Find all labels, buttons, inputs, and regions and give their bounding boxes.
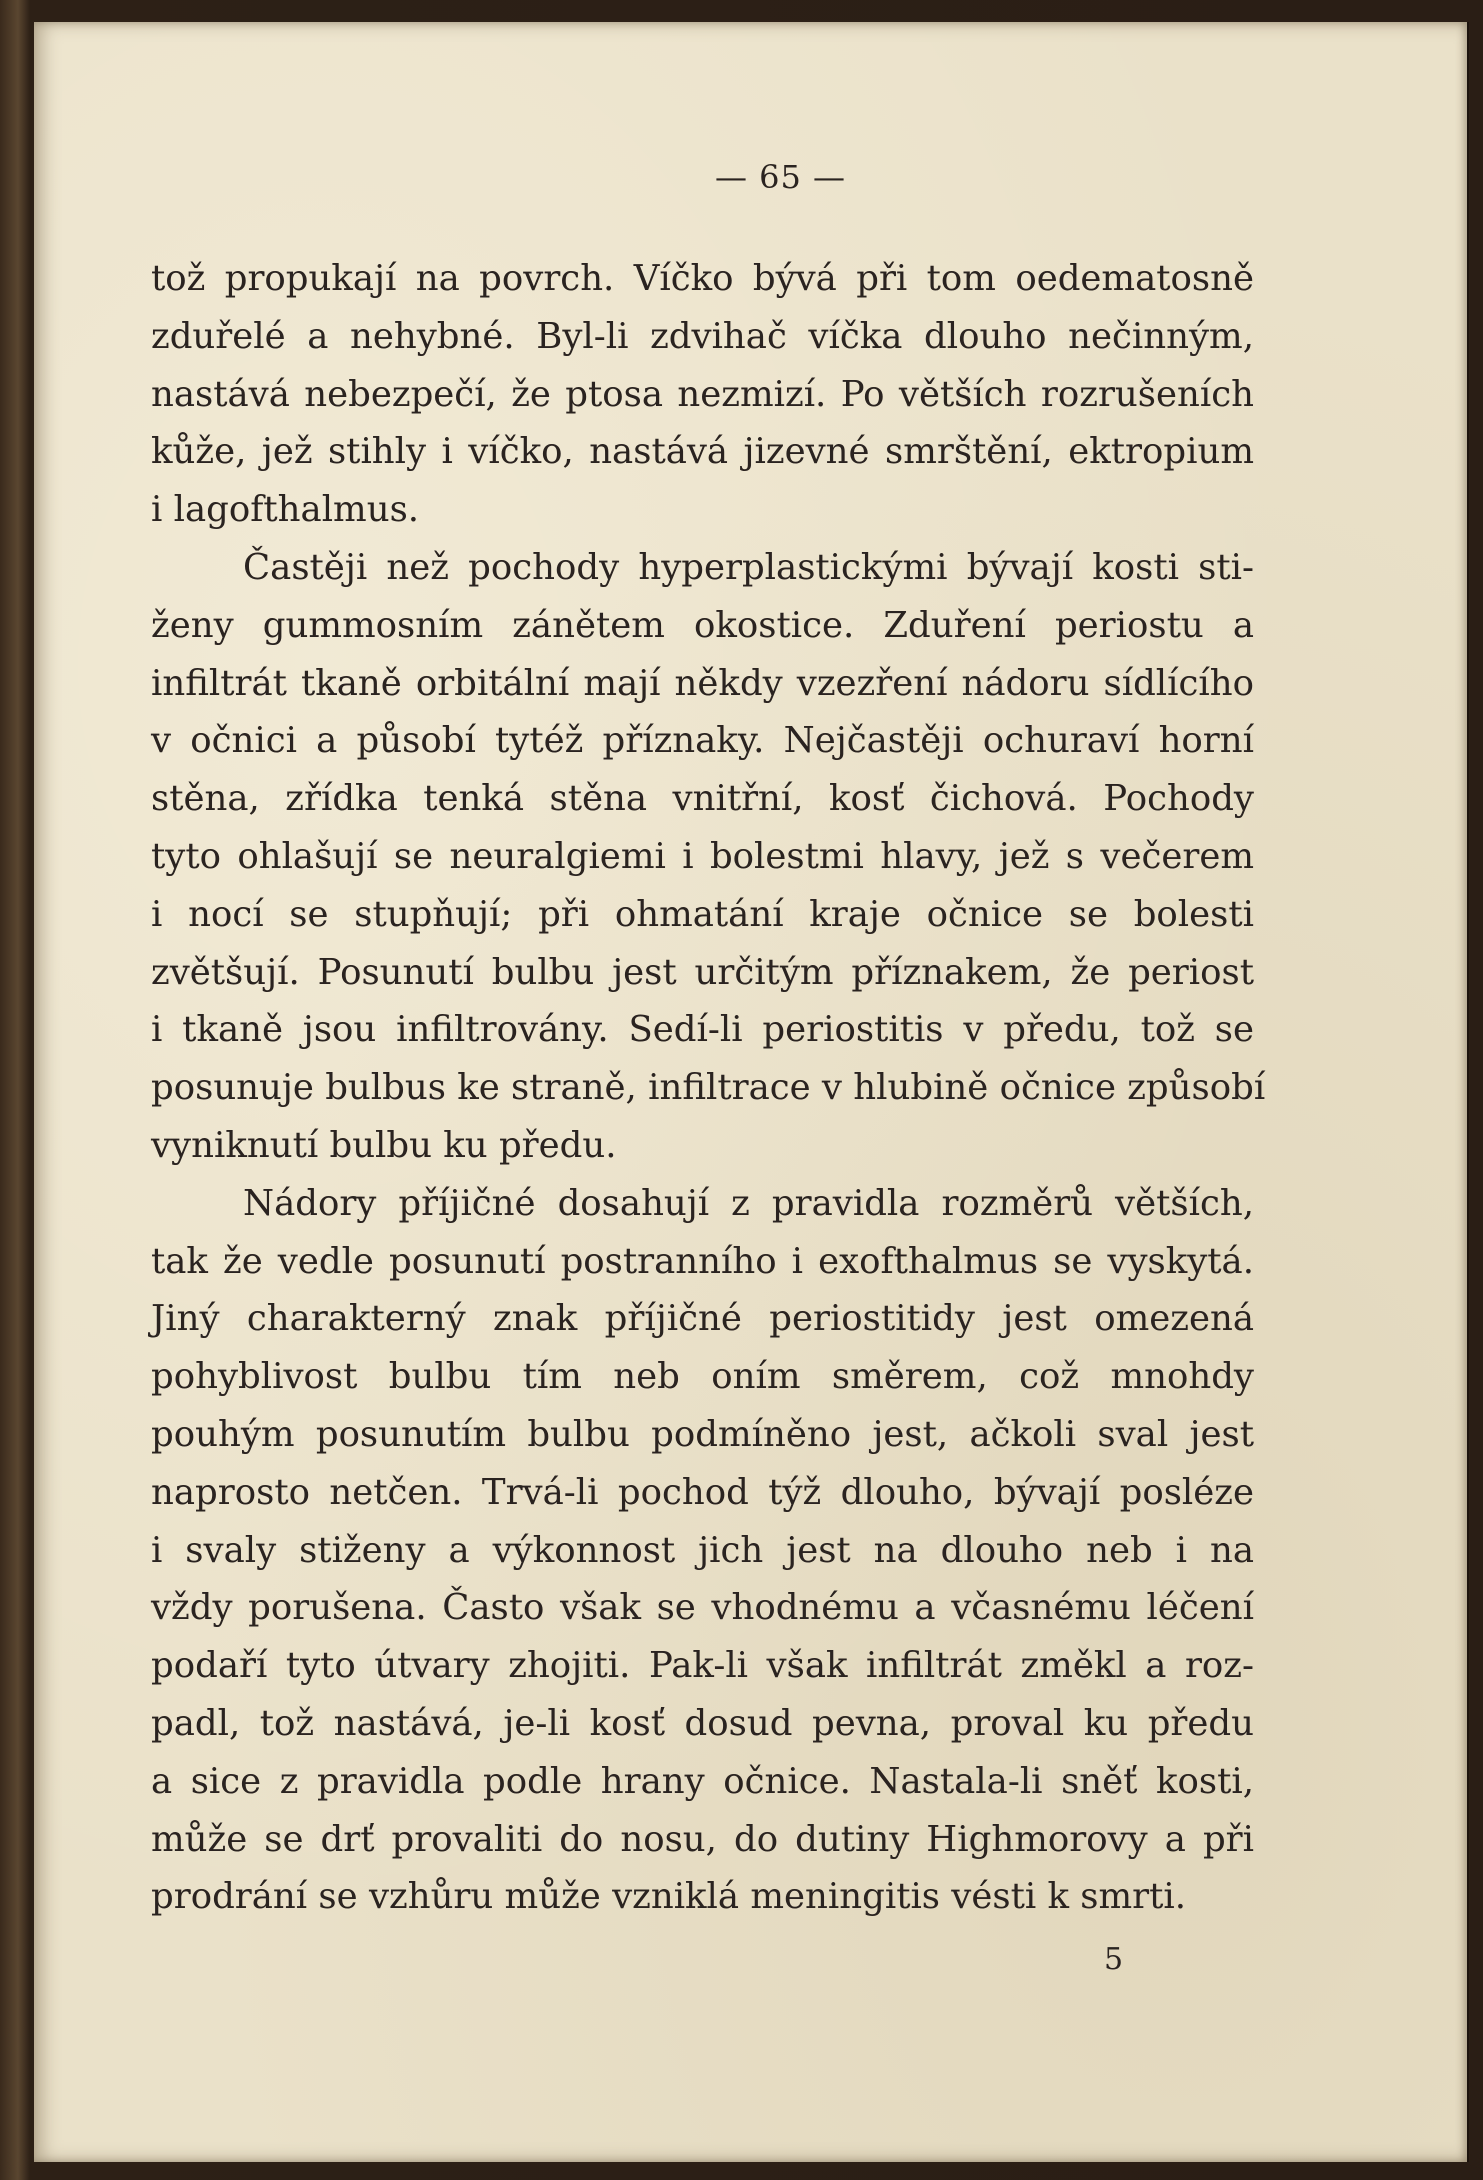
- text-line: tyto ohlašují se neuralgiemi i bolestmi hlavy, jež s večerem: [151, 835, 1254, 877]
- text-line: ženy gummosním zánětem okostice. Zduření periostu a: [151, 604, 1254, 646]
- text-line: tož propukají na povrch. Víčko bývá při tom oedematosně: [151, 258, 1254, 299]
- text-line: i tkaně jsou infiltrovány. Sedí-li periostitis v předu, tož se: [151, 1009, 1254, 1051]
- text-line: Jiný charakterný znak příjičné periostitidy jest omezená: [151, 1298, 1254, 1340]
- text-line: vždy porušena. Často však se vhodnému a včasnému léčení: [151, 1587, 1254, 1629]
- text-line: stěna, zřídka tenká stěna vnitřní, kosť čichová. Pochody: [151, 778, 1254, 820]
- text-line: i lagofthalmus.: [151, 489, 420, 531]
- text-line: nastává nebezpečí, že ptosa nezmizí. Po větších rozrušeních: [151, 373, 1254, 415]
- text-line: infiltrát tkaně orbitální mají někdy vzezření nádoru sídlícího: [151, 662, 1254, 704]
- text-line: i svaly stiženy a výkonnost jich jest na dlouho neb i na: [151, 1529, 1254, 1571]
- text-line: padl, tož nastává, je-li kosť dosud pevna, proval ku předu: [151, 1702, 1254, 1744]
- printer-signature-mark: 5: [1104, 1942, 1124, 1977]
- text-line: zduřelé a nehybné. Byl-li zdvihač víčka dlouho nečinným,: [151, 315, 1254, 357]
- text-line: podaří tyto útvary zhojiti. Pak-li však infiltrát změkl a roz-: [151, 1645, 1254, 1687]
- text-line: Nádory příjičné dosahují z pravidla rozměrů větších,: [243, 1182, 1254, 1224]
- text-line: posunuje bulbus ke straně, infiltrace v hlubině očnice způsobí: [151, 1067, 1266, 1109]
- text-line: a sice z pravidla podle hrany očnice. Nastala-li sněť kosti,: [151, 1760, 1254, 1802]
- paragraph-3: [151, 1175, 1254, 1926]
- text-line: vyniknutí bulbu ku předu.: [151, 1124, 617, 1166]
- paragraph-2: [151, 539, 1266, 1175]
- text-line: v očnici a působí tytéž příznaky. Nejčastěji ochuraví horní: [151, 720, 1254, 762]
- text-line: zvětšují. Posunutí bulbu jest určitým příznakem, že periost: [151, 951, 1254, 993]
- text-line: tak že vedle posunutí postranního i exofthalmus se vyskytá.: [151, 1240, 1254, 1282]
- text-line: naprosto netčen. Trvá-li pochod týž dlouho, bývají posléze: [151, 1471, 1254, 1513]
- text-line: Častěji než pochody hyperplastickými bývají kosti sti-: [243, 546, 1254, 588]
- paragraph-1: [151, 250, 1254, 539]
- body-text: [151, 250, 1266, 1926]
- text-line: i nocí se stupňují; při ohmatání kraje očnice se bolesti: [151, 893, 1254, 935]
- text-line: pouhým posunutím bulbu podmíněno jest, ačkoli sval jest: [151, 1413, 1254, 1455]
- book-page: [34, 22, 1469, 2162]
- text-line: pohyblivost bulbu tím neb oním směrem, což mnohdy: [151, 1356, 1254, 1398]
- text-line: kůže, jež stihly i víčko, nastává jizevné smrštění, ektropium: [151, 431, 1254, 473]
- text-line: může se drť provaliti do nosu, do dutiny Highmorovy a při: [151, 1818, 1254, 1860]
- text-line: prodrání se vzhůru může vzniklá meningitis vésti k smrti.: [151, 1876, 1187, 1918]
- page-number: — 65 —: [714, 158, 847, 196]
